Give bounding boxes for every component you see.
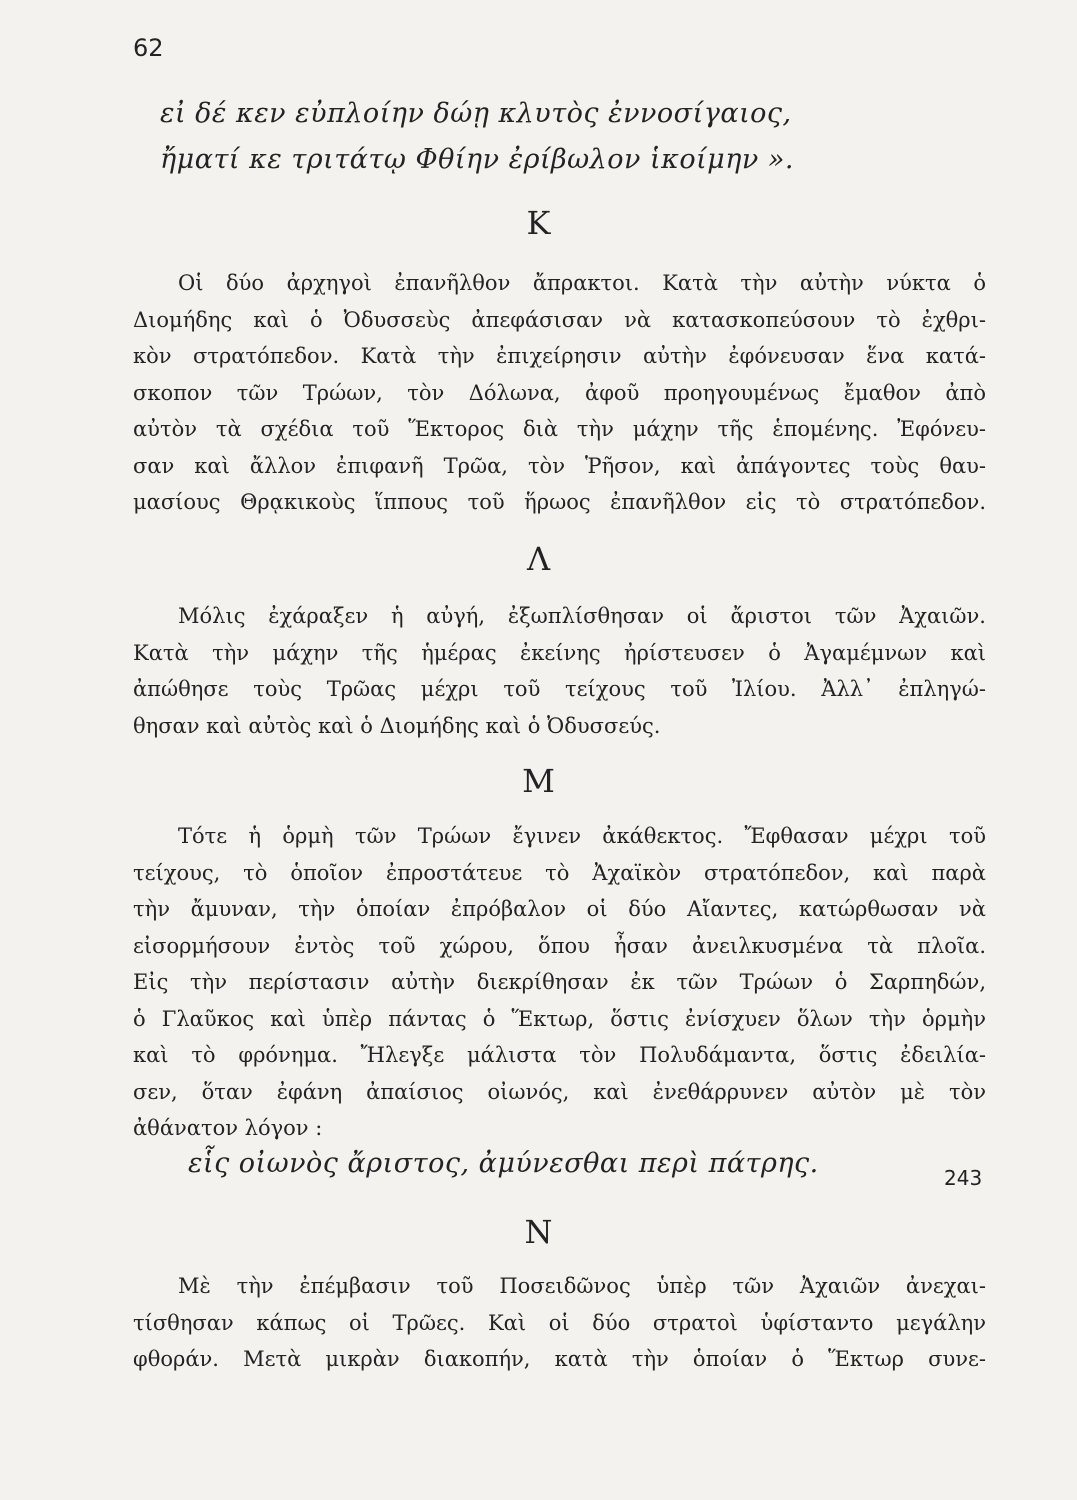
section-kappa-paragraph <box>133 265 986 521</box>
text-line: φθοράν. Μετὰ μικρὰν διακοπήν, κατὰ τὴν ὁποίαν ὁ Ἕκτωρ συνε- <box>133 1347 986 1371</box>
text-line: εἰσορμήσουν ἐντὸς τοῦ χώρου, ὅπου ἦσαν ἀνειλκυσμένα τὰ πλοῖα. <box>133 933 986 958</box>
verse-line: εἰ δέ κεν εὐπλοίην δώῃ κλυτὸς ἐννοσίγαιος, <box>160 98 792 129</box>
page-number: 62 <box>133 34 164 62</box>
text-line: Μόλις ἐχάραξεν ἡ αὐγή, ἐξωπλίσθησαν οἱ ἄριστοι τῶν Ἀχαιῶν. <box>178 604 986 628</box>
text-line: σεν, ὅταν ἐφάνη ἀπαίσιος οἰωνός, καὶ ἐνεθάρρυνεν αὐτὸν μὲ τὸν <box>133 1079 986 1104</box>
section-heading-nu: Ν <box>524 1213 553 1251</box>
quoted-verse: εἷς οἰωνὸς ἄριστος, ἀμύνεσθαι περὶ πάτρης. <box>188 1148 819 1179</box>
text-line: μασίους Θρᾳκικοὺς ἵππους τοῦ ἥρωος ἐπανῆλθον εἰς τὸ στρατόπεδον. <box>133 490 986 514</box>
section-heading-mu: Μ <box>522 762 555 800</box>
text-line: σκοπον τῶν Τρώων, τὸν Δόλωνα, ἀφοῦ προηγουμένως ἔμαθον ἀπὸ <box>133 380 986 405</box>
text-line: Τότε ἡ ὁρμὴ τῶν Τρώων ἔγινεν ἀκάθεκτος. Ἔφθασαν μέχρι τοῦ <box>178 824 986 848</box>
text-line: Οἱ δύο ἀρχηγοὶ ἐπανῆλθον ἄπρακτοι. Κατὰ τὴν αὐτὴν νύκτα ὁ <box>178 271 986 295</box>
text-line: Κατὰ τὴν μάχην τῆς ἡμέρας ἐκείνης ἠρίστευσεν ὁ Ἀγαμέμνων καὶ <box>133 640 986 665</box>
text-line: ὁ Γλαῦκος καὶ ὑπὲρ πάντας ὁ Ἕκτωρ, ὅστις ἐνίσχυεν ὅλων τὴν ὁρμὴν <box>133 1006 986 1031</box>
text-line: ἀπώθησε τοὺς Τρῶας μέχρι τοῦ τείχους τοῦ Ἰλίου. Ἀλλ᾽ ἐπληγώ- <box>133 677 986 701</box>
text-line: καὶ τὸ φρόνημα. Ἤλεγξε μάλιστα τὸν Πολυδάμαντα, ὅστις ἐδειλία- <box>133 1043 986 1067</box>
text-line: αὐτὸν τὰ σχέδια τοῦ Ἕκτορος διὰ τὴν μάχην τῆς ἑπομένης. Ἐφόνευ- <box>133 417 986 441</box>
text-line: Διομήδης καὶ ὁ Ὀδυσσεὺς ἀπεφάσισαν νὰ κατασκοπεύσουν τὸ ἐχθρι- <box>133 307 986 332</box>
text-line: σαν καὶ ἄλλον ἐπιφανῆ Τρῶα, τὸν Ῥῆσον, καὶ ἀπάγοντες τοὺς θαυ- <box>133 453 986 478</box>
text-line: Μὲ τὴν ἐπέμβασιν τοῦ Ποσειδῶνος ὑπὲρ τῶν Ἀχαιῶν ἀνεχαι- <box>178 1274 986 1298</box>
text-line: τίσθησαν κάπως οἱ Τρῶες. Καὶ οἱ δύο στρατοὶ ὑφίσταντο μεγάλην <box>133 1310 986 1335</box>
section-nu-paragraph <box>133 1268 986 1378</box>
text-line: τὴν ἄμυναν, τὴν ὁποίαν ἐπρόβαλον οἱ δύο Αἴαντες, κατώρθωσαν νὰ <box>133 897 986 921</box>
section-lambda-paragraph <box>133 598 986 744</box>
text-line: κὸν στρατόπεδον. Κατὰ τὴν ἐπιχείρησιν αὐτὴν ἐφόνευσαν ἕνα κατά- <box>133 344 986 368</box>
text-line: Εἰς τὴν περίστασιν αὐτὴν διεκρίθησαν ἐκ τῶν Τρώων ὁ Σαρπηδών, <box>133 970 986 994</box>
text-line: ἀθάνατον λόγον : <box>133 1116 323 1140</box>
text-line: θησαν καὶ αὐτὸς καὶ ὁ Διομήδης καὶ ὁ Ὀδυσσεύς. <box>133 713 661 738</box>
verse-line: ἤματί κε τριτάτῳ Φθίην ἐρίβωλον ἱκοίμην ». <box>160 144 794 175</box>
verse-line-number: 243 <box>944 1166 983 1190</box>
section-heading-lambda: Λ <box>526 540 551 578</box>
section-heading-kappa: Κ <box>526 204 551 242</box>
text-line: τείχους, τὸ ὁποῖον ἐπροστάτευε τὸ Ἀχαϊκὸν στρατόπεδον, καὶ παρὰ <box>133 860 986 885</box>
section-mu-paragraph <box>133 818 986 1147</box>
